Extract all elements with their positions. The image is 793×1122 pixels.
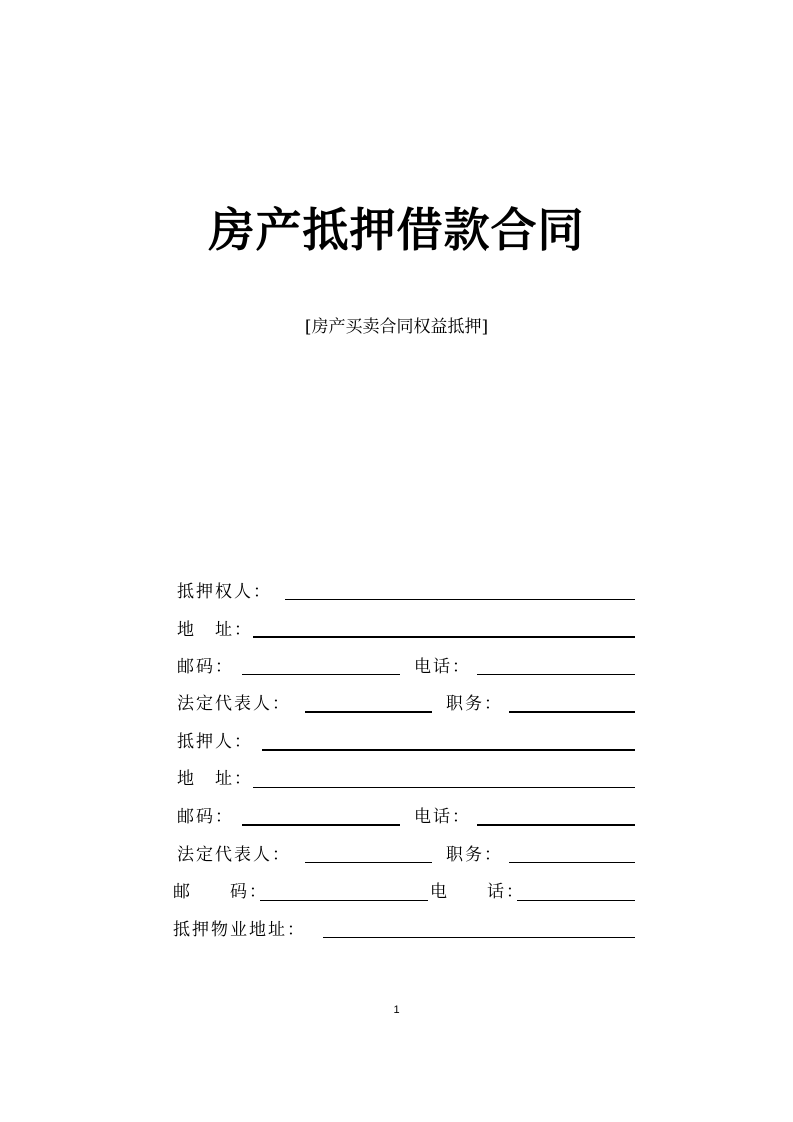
mortgagee-phone-label: 电话： xyxy=(414,657,471,677)
mortgagor-phone-field[interactable] xyxy=(477,824,635,826)
mortgagee-postcode-field[interactable] xyxy=(242,674,400,675)
mortgagor-position-field[interactable] xyxy=(509,862,635,863)
mortgagor-position-label: 职务： xyxy=(446,845,503,865)
mortgagee-legal-rep-field[interactable] xyxy=(305,711,432,713)
mortgagor-legal-rep-label: 法定代表人： xyxy=(177,845,291,865)
extra-phone-field[interactable] xyxy=(517,900,635,901)
mortgagee-legal-rep-label: 法定代表人： xyxy=(177,694,291,714)
mortgagee-address-field[interactable] xyxy=(253,636,635,638)
mortgagor-label: 抵押人： xyxy=(177,732,253,752)
extra-phone-label: 电 话： xyxy=(430,882,525,902)
property-address-label: 抵押物业地址： xyxy=(173,920,306,940)
mortgagee-address-label: 地 址： xyxy=(177,620,253,640)
extra-postcode-field[interactable] xyxy=(260,900,428,901)
mortgagor-legal-rep-field[interactable] xyxy=(305,862,432,863)
mortgagee-position-field[interactable] xyxy=(509,711,635,713)
mortgagor-phone-label: 电话： xyxy=(414,807,471,827)
mortgagor-address-label: 地 址： xyxy=(177,769,253,789)
mortgagee-label: 抵押权人： xyxy=(177,582,272,602)
mortgagee-field[interactable] xyxy=(285,599,635,600)
page-number: 1 xyxy=(393,1004,400,1016)
mortgagor-field[interactable] xyxy=(262,749,635,751)
document-title: 房产抵押借款合同 xyxy=(208,203,585,257)
mortgagee-phone-field[interactable] xyxy=(477,674,635,675)
property-address-field[interactable] xyxy=(323,937,635,938)
mortgagor-postcode-field[interactable] xyxy=(242,824,400,826)
document-subtitle: [房产买卖合同权益抵押] xyxy=(304,317,489,337)
mortgagor-address-field[interactable] xyxy=(253,787,635,788)
mortgagee-postcode-label: 邮码： xyxy=(177,657,234,677)
mortgagor-postcode-label: 邮码： xyxy=(177,807,234,827)
mortgagee-position-label: 职务： xyxy=(446,694,503,714)
extra-postcode-label: 邮 码： xyxy=(173,882,268,902)
